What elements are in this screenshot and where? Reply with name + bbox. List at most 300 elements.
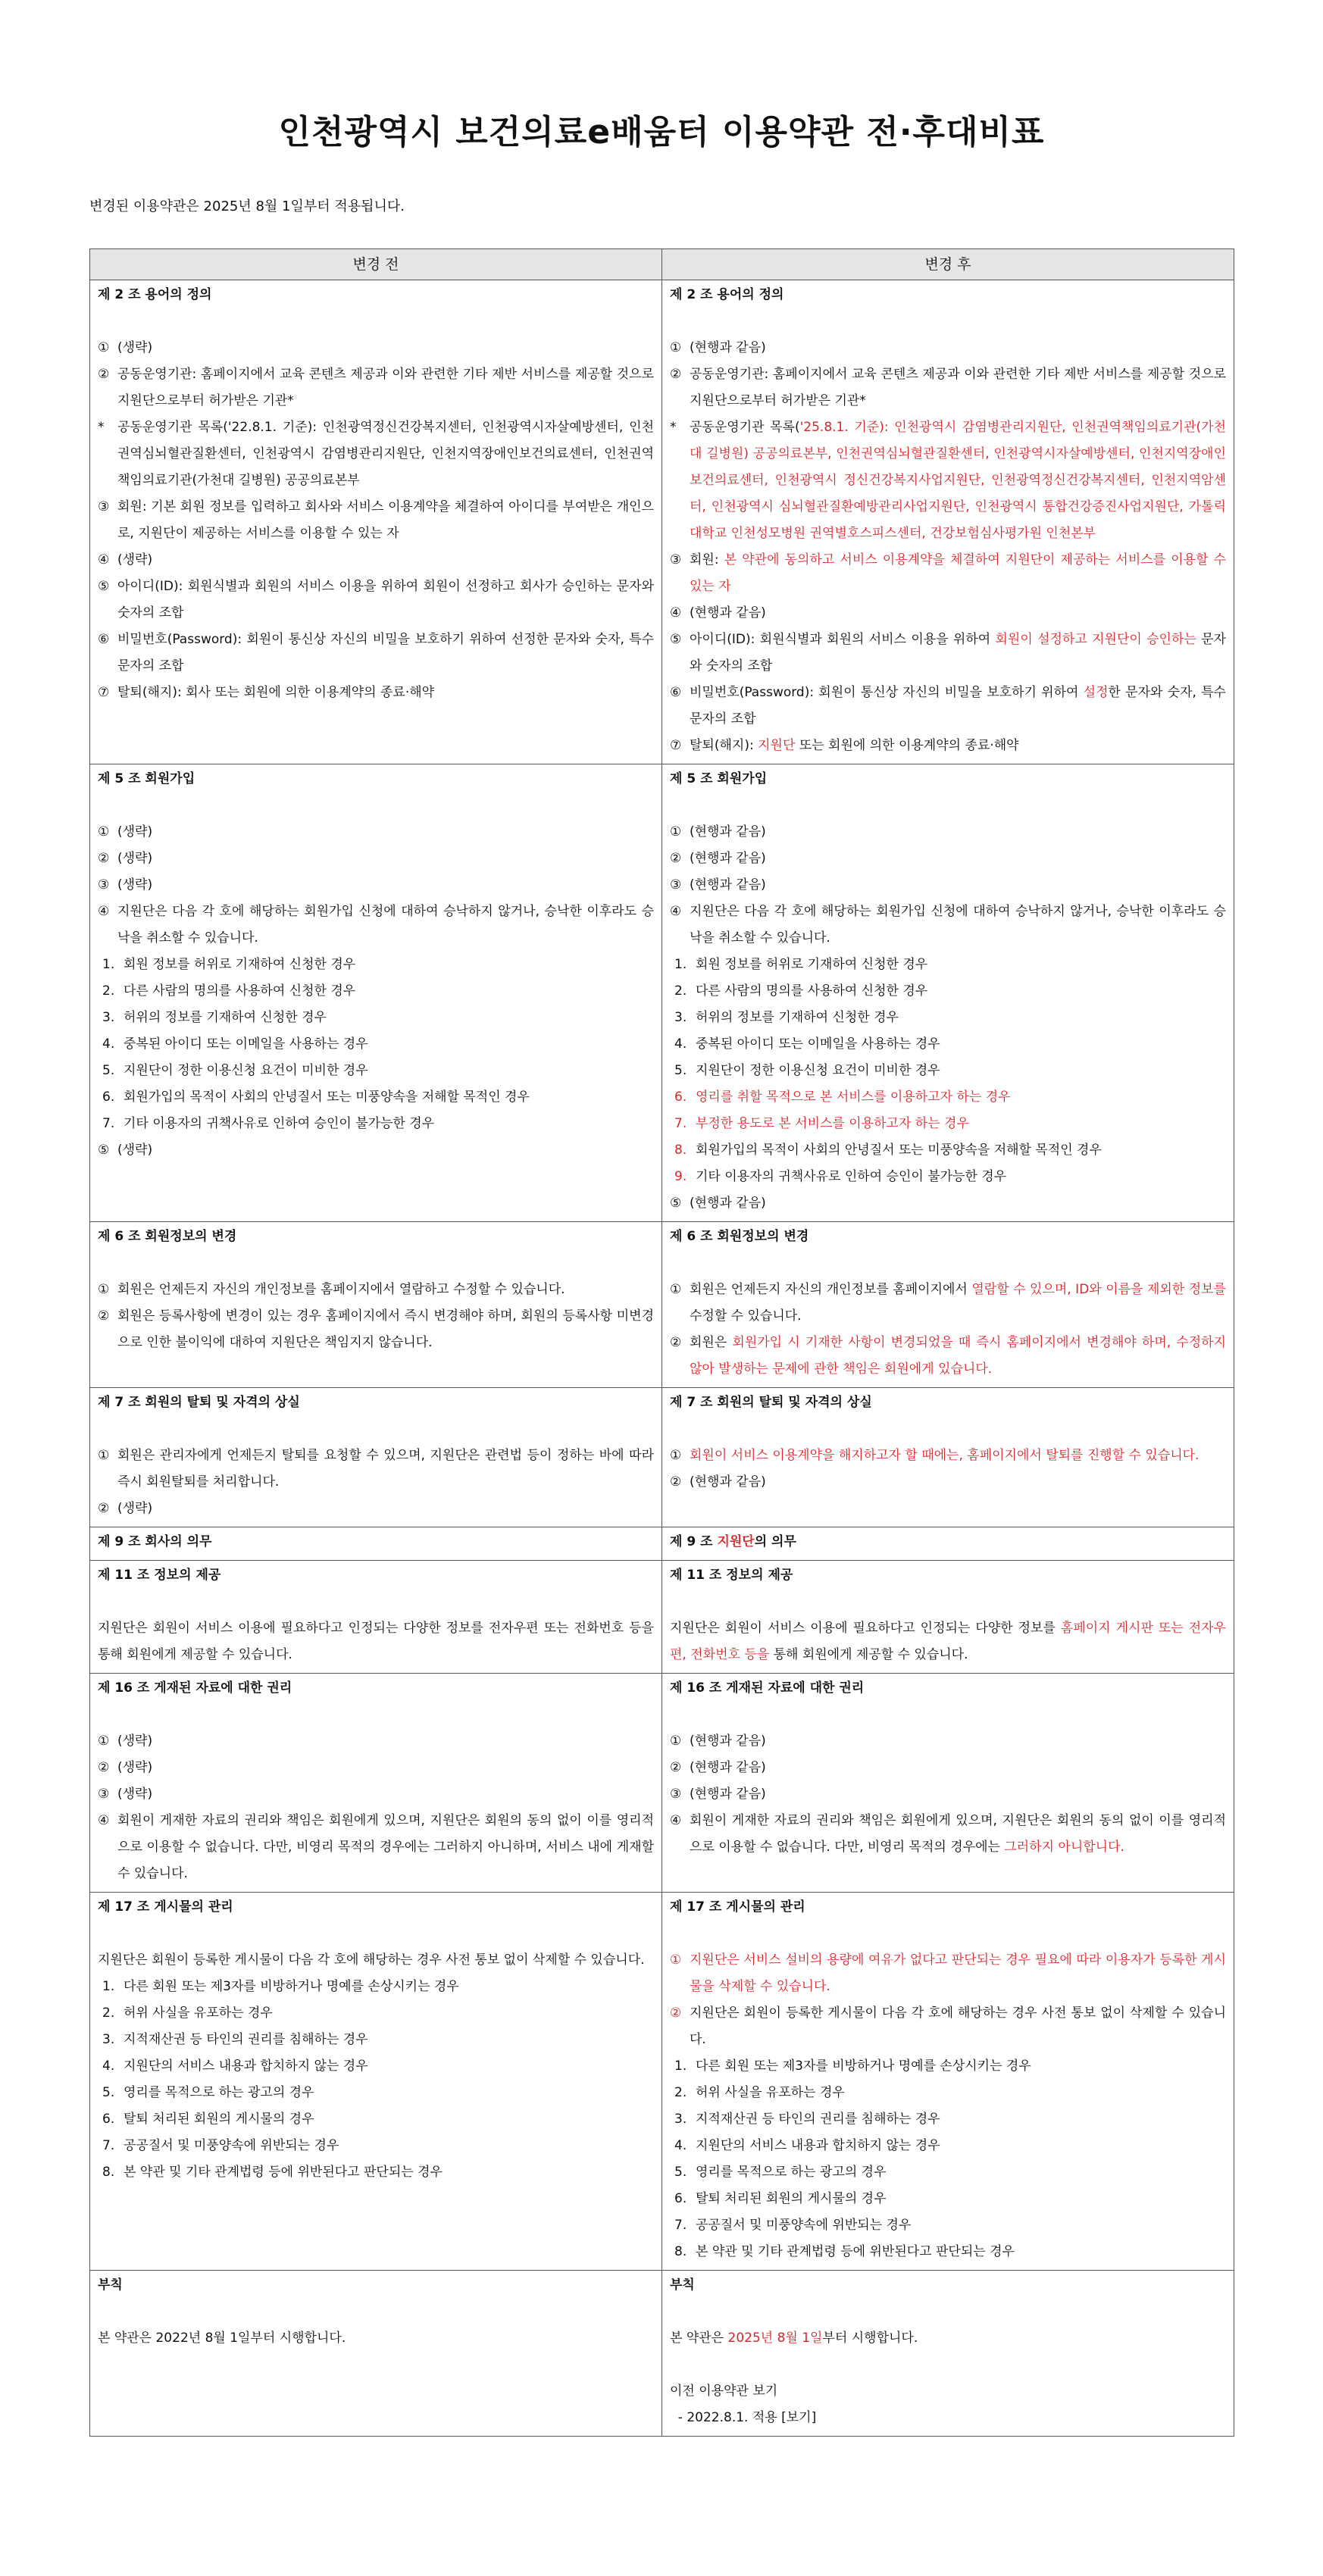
item-text: (생략) — [117, 877, 153, 893]
clause-item — [98, 627, 654, 680]
cell-after — [662, 1561, 1234, 1674]
item-text: 영리를 목적으로 하는 광고의 경우 — [696, 2165, 887, 2180]
item-text: 지원단은 회원이 등록한 게시물이 다음 각 호에 해당하는 경우 사전 통보 없이 삭제할 수 있습니다. — [690, 2005, 1226, 2047]
item-marker: ④ — [670, 904, 682, 919]
cell-before — [90, 764, 662, 1222]
article-title: 제 9 조 회사의 의무 — [98, 1534, 212, 1549]
clause-item — [98, 1303, 654, 1356]
item-marker: ⑤ — [670, 1196, 682, 1211]
item-text-part-changed: 영리를 취할 목적으로 본 서비스를 이용하고자 하는 경우 — [696, 1089, 1011, 1105]
item-text-part: 탈퇴(해지): — [690, 738, 758, 753]
item-marker: ⑤ — [98, 1143, 110, 1158]
item-marker: 6. — [674, 1089, 687, 1105]
item-marker: ① — [670, 1733, 682, 1749]
comparison-table — [89, 249, 1234, 2437]
clause-item — [98, 1496, 654, 1522]
numbered-item — [670, 2159, 1226, 2186]
article-row — [90, 1222, 1234, 1388]
item-marker: ① — [670, 824, 682, 839]
numbered-item — [98, 1058, 654, 1084]
clause-item — [98, 1781, 654, 1808]
item-marker: ② — [98, 851, 110, 866]
article-title: 제 16 조 게재된 자료에 대한 권리 — [670, 1680, 865, 1696]
paragraph — [670, 2325, 1226, 2352]
clause-item — [670, 414, 1226, 547]
item-marker: 4. — [674, 1036, 687, 1052]
clause-item — [670, 899, 1226, 952]
numbered-item — [670, 978, 1226, 1005]
item-marker: * — [670, 420, 677, 435]
item-text: 허위의 정보를 기재하여 신청한 경우 — [696, 1010, 899, 1025]
item-marker: ② — [98, 1760, 110, 1775]
paragraph-text: 통해 회원에게 제공할 수 있습니다. — [769, 1647, 968, 1662]
numbered-item — [98, 2000, 654, 2027]
clause-item — [670, 1277, 1226, 1330]
item-text: (생략) — [117, 552, 153, 567]
numbered-item — [670, 2133, 1226, 2159]
item-text: (현행과 같음) — [690, 1196, 766, 1211]
item-text-part: 회원은 언제든지 자신의 개인정보를 홈페이지에서 — [690, 1282, 972, 1297]
cell-before — [90, 280, 662, 764]
clause-item — [98, 1137, 654, 1164]
item-text-part-changed: 부정한 용도로 본 서비스를 이용하고자 하는 경우 — [696, 1116, 969, 1131]
paragraph — [670, 1615, 1226, 1668]
item-text: 지적재산권 등 타인의 권리를 침해하는 경우 — [124, 2032, 368, 2047]
item-marker: ⑦ — [670, 738, 682, 753]
item-text: 다른 사람의 명의를 사용하여 신청한 경우 — [696, 983, 928, 999]
item-marker: 5. — [102, 1063, 115, 1078]
item-marker: 8. — [674, 2244, 687, 2259]
item-text-part-changed: 지원단은 서비스 설비의 용량에 여유가 없다고 판단되는 경우 필요에 따라 이용자가 등록한 게시물을 삭제할 수 있습니다. — [690, 1952, 1226, 1994]
item-text: 탈퇴 처리된 회원의 게시물의 경우 — [124, 2112, 314, 2127]
article-title: 제 17 조 게시물의 관리 — [98, 1899, 233, 1915]
item-marker: ② — [98, 367, 110, 382]
item-text: (현행과 같음) — [690, 605, 766, 621]
item-text — [690, 414, 1226, 547]
item-marker: ① — [98, 1448, 110, 1463]
item-marker: 7. — [674, 1116, 687, 1131]
item-text: 회원가입의 목적이 사회의 안녕질서 또는 미풍양속을 저해할 목적인 경우 — [696, 1143, 1102, 1158]
item-text: 공동운영기관: 홈페이지에서 교육 콘텐츠 제공과 이와 관련한 기타 제반 서비스를 제공할 것으로 지원단으로부터 허가받은 기관* — [117, 367, 654, 408]
item-text — [690, 1947, 1226, 2000]
clause-item — [98, 361, 654, 414]
item-text — [690, 1330, 1226, 1383]
item-text: 허위 사실을 유포하는 경우 — [696, 2085, 845, 2100]
article-row — [90, 764, 1234, 1222]
clause-item — [670, 846, 1226, 872]
clause-item — [670, 547, 1226, 600]
item-text: 회원: 기본 회원 정보를 입력하고 회사와 서비스 이용계약을 체결하여 아이디를 부여받은 개인으로, 지원단이 제공하는 서비스를 이용할 수 있는 자 — [117, 499, 654, 541]
item-text: 영리를 목적으로 하는 광고의 경우 — [124, 2085, 314, 2100]
cell-before — [90, 2271, 662, 2437]
item-marker: 3. — [102, 1010, 115, 1025]
effective-date-notice: 변경된 이용약관은 2025년 8월 1일부터 적용됩니다. — [89, 199, 405, 214]
clause-item — [670, 819, 1226, 846]
item-text: 허위 사실을 유포하는 경우 — [124, 2005, 273, 2021]
numbered-item — [98, 2106, 654, 2133]
item-marker: ① — [98, 824, 110, 839]
item-text: (생략) — [117, 1787, 153, 1802]
numbered-item — [98, 2027, 654, 2053]
article-title: 제 6 조 회원정보의 변경 — [670, 1229, 809, 1244]
item-marker: ② — [670, 1335, 682, 1350]
item-marker: 5. — [674, 1063, 687, 1078]
item-marker: ② — [670, 367, 682, 382]
item-text: 다른 회원 또는 제3자를 비방하거나 명예를 손상시키는 경우 — [696, 2059, 1031, 2074]
item-text: 공공질서 및 미풍양속에 위반되는 경우 — [696, 2218, 912, 2233]
item-text — [690, 627, 1226, 680]
paragraph: 이전 이용약관 보기 — [670, 2384, 778, 2399]
cell-before — [90, 1893, 662, 2271]
item-marker: 2. — [674, 2085, 687, 2100]
article-row — [90, 1674, 1234, 1893]
article-row — [90, 1527, 1234, 1561]
clause-item — [670, 2000, 1226, 2053]
item-text-part: 회원: — [690, 552, 724, 567]
article-row — [90, 2271, 1234, 2437]
item-marker: ① — [98, 1733, 110, 1749]
clause-item — [98, 335, 654, 361]
item-marker: ③ — [670, 552, 682, 567]
item-marker: 6. — [102, 1089, 115, 1105]
item-marker: ⑤ — [98, 579, 110, 594]
item-text — [696, 1111, 1226, 1137]
item-marker: ② — [670, 1760, 682, 1775]
article-title: 제 7 조 회원의 탈퇴 및 자격의 상실 — [98, 1395, 300, 1410]
item-marker: 2. — [102, 983, 115, 999]
item-text: 본 약관 및 기타 관계법령 등에 위반된다고 판단되는 경우 — [124, 2165, 443, 2180]
item-text: (현행과 같음) — [690, 1787, 766, 1802]
page-title: 인천광역시 보건의료e배움터 이용약관 전·후대비표 — [278, 113, 1045, 152]
item-text-part: 공동운영기관 목록( — [690, 420, 800, 435]
numbered-item — [98, 1005, 654, 1031]
clause-item — [670, 361, 1226, 414]
item-marker: ④ — [98, 904, 110, 919]
item-marker: ③ — [98, 877, 110, 893]
item-text: 중복된 아이디 또는 이메일을 사용하는 경우 — [696, 1036, 940, 1052]
clause-item — [670, 1330, 1226, 1383]
clause-item — [670, 1755, 1226, 1781]
article-title: 부칙 — [670, 2277, 695, 2293]
item-text: 회원은 등록사항에 변경이 있는 경우 홈페이지에서 즉시 변경해야 하며, 회원의 등록사항 미변경으로 인한 불이익에 대하여 지원단은 책임지지 않습니다. — [117, 1308, 654, 1350]
cell-after — [662, 1222, 1234, 1388]
item-marker: ⑦ — [98, 685, 110, 700]
item-text: (생략) — [117, 1143, 153, 1158]
item-marker: ① — [98, 340, 110, 355]
article-row — [90, 1388, 1234, 1527]
spacer — [670, 2352, 1226, 2378]
item-text: 회원가입의 목적이 사회의 안녕질서 또는 미풍양속을 저해할 목적인 경우 — [124, 1089, 530, 1105]
item-text: (생략) — [117, 1733, 153, 1749]
numbered-item — [98, 1084, 654, 1111]
clause-item — [98, 1755, 654, 1781]
item-text: 회원은 관리자에게 언제든지 탈퇴를 요청할 수 있으며, 지원단은 관련법 등이 정하는 바에 따라 즉시 회원탈퇴를 처리합니다. — [117, 1448, 654, 1490]
item-marker: ② — [670, 851, 682, 866]
item-text: 회원 정보를 허위로 기재하여 신청한 경우 — [696, 957, 928, 972]
numbered-item — [670, 1084, 1226, 1111]
clause-item — [98, 846, 654, 872]
item-text: 중복된 아이디 또는 이메일을 사용하는 경우 — [124, 1036, 368, 1052]
item-marker: 3. — [674, 1010, 687, 1025]
item-marker: 7. — [102, 1116, 115, 1131]
clause-item — [98, 574, 654, 627]
cell-after — [662, 1388, 1234, 1527]
item-text — [690, 1277, 1226, 1330]
cell-before — [90, 1388, 662, 1527]
paragraph-text: 지원단은 회원이 서비스 이용에 필요하다고 인정되는 다양한 정보를 — [670, 1621, 1061, 1636]
item-text-part-changed: 회원이 서비스 이용계약을 해지하고자 할 때에는, 홈페이지에서 탈퇴를 진행할 수 있습니다. — [690, 1448, 1199, 1463]
item-text — [690, 547, 1226, 600]
item-text-part-changed: 본 약관에 동의하고 서비스 이용계약을 체결하여 지원단이 제공하는 서비스를 이용할 수 있는 자 — [690, 552, 1226, 594]
item-marker: 4. — [674, 2138, 687, 2153]
numbered-item — [670, 1164, 1226, 1190]
item-marker: 1. — [674, 2059, 687, 2074]
item-text: (현행과 같음) — [690, 1733, 766, 1749]
article-title: 제 11 조 정보의 제공 — [98, 1568, 221, 1583]
item-marker: 5. — [674, 2165, 687, 2180]
item-marker: 2. — [102, 2005, 115, 2021]
item-text: (생략) — [117, 340, 153, 355]
item-marker: ④ — [670, 1813, 682, 1828]
item-text-part-changed: 회원이 설정하고 지원단이 승인하는 — [995, 632, 1196, 647]
item-text: 회원은 언제든지 자신의 개인정보를 홈페이지에서 열람하고 수정할 수 있습니다. — [117, 1282, 565, 1297]
clause-item — [98, 680, 654, 706]
item-text: 지원단은 다음 각 호에 해당하는 회원가입 신청에 대하여 승낙하지 않거나, 승낙한 이후라도 승낙을 취소할 수 있습니다. — [117, 904, 654, 946]
item-text: (생략) — [117, 824, 153, 839]
item-marker: ① — [98, 1282, 110, 1297]
cell-after — [662, 2271, 1234, 2437]
item-text: (현행과 같음) — [690, 340, 766, 355]
item-text: 지원단이 정한 이용신청 요건이 미비한 경우 — [124, 1063, 368, 1078]
item-marker: 2. — [674, 983, 687, 999]
item-text: (현행과 같음) — [690, 824, 766, 839]
article-title: 제 11 조 정보의 제공 — [670, 1568, 793, 1583]
item-text: 탈퇴 처리된 회원의 게시물의 경우 — [696, 2191, 887, 2206]
numbered-item — [670, 952, 1226, 978]
paragraph-text-changed: 홈페이지 게시판 또는 전자우편, 전화번호 등을 — [670, 1621, 1227, 1662]
cell-after — [662, 1674, 1234, 1893]
numbered-item — [670, 2106, 1226, 2133]
clause-item — [98, 1728, 654, 1755]
article-row — [90, 1561, 1234, 1674]
numbered-item — [98, 2053, 654, 2080]
paragraph: 지원단은 회원이 서비스 이용에 필요하다고 인정되는 다양한 정보를 전자우편 또는 전화번호 등을 통해 회원에게 제공할 수 있습니다. — [98, 1621, 654, 1662]
item-marker: ① — [670, 340, 682, 355]
clause-item — [98, 819, 654, 846]
clause-item — [98, 547, 654, 574]
paragraph: 본 약관은 2022년 8월 1일부터 시행합니다. — [98, 2331, 346, 2346]
article-title: 제 2 조 용어의 정의 — [670, 287, 784, 302]
cell-before — [90, 1561, 662, 1674]
item-text-part: 비밀번호(Password): 회원이 통신상 자신의 비밀을 보호하기 위하여 — [690, 685, 1084, 700]
cell-after — [662, 764, 1234, 1222]
paragraph-text-changed: 2025년 8월 1일 — [727, 2331, 823, 2346]
clause-item — [670, 733, 1226, 759]
item-marker: ① — [670, 1448, 682, 1463]
item-text: 회원 정보를 허위로 기재하여 신청한 경우 — [124, 957, 356, 972]
clause-item — [98, 414, 654, 494]
item-text-part-changed: 그러하지 아니합니다. — [1004, 1840, 1124, 1855]
clause-item — [670, 680, 1226, 733]
item-marker: 1. — [674, 957, 687, 972]
clause-item — [98, 1808, 654, 1887]
numbered-item — [670, 1137, 1226, 1164]
article-title-part: 의 의무 — [754, 1534, 796, 1549]
article-title: 제 17 조 게시물의 관리 — [670, 1899, 805, 1915]
item-text: 허위의 정보를 기재하여 신청한 경우 — [124, 1010, 327, 1025]
item-text: (생략) — [117, 1501, 153, 1516]
item-text: 다른 사람의 명의를 사용하여 신청한 경우 — [124, 983, 356, 999]
clause-item — [670, 1781, 1226, 1808]
item-text: 공공질서 및 미풍양속에 위반되는 경우 — [124, 2138, 339, 2153]
article-title-part: 제 9 조 — [670, 1534, 718, 1549]
numbered-item — [670, 1031, 1226, 1058]
item-text-part: 회원이 게재한 자료의 권리와 책임은 회원에게 있으며, 지원단은 회원의 동의 없이 이를 영리적으로 이용할 수 없습니다. 다만, 비영리 목적의 경우에는 — [690, 1813, 1226, 1855]
item-marker: 7. — [674, 2218, 687, 2233]
item-text — [696, 1084, 1226, 1111]
clause-item — [98, 1277, 654, 1303]
item-marker: ⑥ — [670, 685, 682, 700]
item-text-part-changed: 열람할 수 있으며, ID와 이름을 제외한 정보를 — [971, 1282, 1226, 1297]
paragraph-text: 본 약관은 — [670, 2331, 728, 2346]
clause-item — [98, 1443, 654, 1496]
item-text: 지적재산권 등 타인의 권리를 침해하는 경우 — [696, 2112, 940, 2127]
item-text — [690, 1443, 1226, 1469]
numbered-item — [670, 2080, 1226, 2106]
numbered-item — [98, 1974, 654, 2000]
item-marker: * — [98, 420, 105, 435]
numbered-item — [98, 2080, 654, 2106]
clause-item — [98, 899, 654, 952]
clause-item — [670, 1947, 1226, 2000]
numbered-item — [98, 978, 654, 1005]
item-text: 비밀번호(Password): 회원이 통신상 자신의 비밀을 보호하기 위하여 선정한 문자와 숫자, 특수문자의 조합 — [117, 632, 654, 674]
item-text: 지원단의 서비스 내용과 합치하지 않는 경우 — [124, 2059, 368, 2074]
item-text — [690, 1808, 1226, 1861]
item-marker: ③ — [98, 499, 110, 514]
numbered-item — [98, 952, 654, 978]
comparison-body — [90, 280, 1234, 2437]
item-text-part: 회원은 — [690, 1335, 733, 1350]
item-marker: ③ — [670, 877, 682, 893]
item-text: 기타 이용자의 귀책사유로 인하여 승인이 불가능한 경우 — [124, 1116, 435, 1131]
item-text: (생략) — [117, 851, 153, 866]
item-text-part-changed: 설정 — [1083, 685, 1109, 700]
clause-item — [670, 1728, 1226, 1755]
article-title: 제 5 조 회원가입 — [98, 771, 195, 786]
item-marker: ③ — [98, 1787, 110, 1802]
item-marker: 6. — [674, 2191, 687, 2206]
cell-before — [90, 1527, 662, 1561]
item-text: 본 약관 및 기타 관계법령 등에 위반된다고 판단되는 경우 — [696, 2244, 1015, 2259]
item-marker: 8. — [674, 1143, 687, 1158]
item-marker: 9. — [674, 1169, 687, 1184]
item-marker: 3. — [102, 2032, 115, 2047]
item-marker: ② — [98, 1501, 110, 1516]
item-text: 공동운영기관: 홈페이지에서 교육 콘텐츠 제공과 이와 관련한 기타 제반 서비스를 제공할 것으로 지원단으로부터 허가받은 기관* — [690, 367, 1226, 408]
item-marker: ② — [670, 2005, 682, 2021]
cell-after — [662, 280, 1234, 764]
cell-after — [662, 1527, 1234, 1561]
clause-item — [670, 1469, 1226, 1496]
article-row — [90, 280, 1234, 764]
item-text: (현행과 같음) — [690, 1474, 766, 1490]
article-title — [670, 1529, 1226, 1555]
item-marker: ④ — [670, 605, 682, 621]
item-text-part: 또는 회원에 의한 이용계약의 종료·해약 — [795, 738, 1019, 753]
item-text: 탈퇴(해지): 회사 또는 회원에 의한 이용계약의 종료·해약 — [117, 685, 435, 700]
item-text-part: 문자와 숫자의 조합 — [690, 632, 1226, 674]
numbered-item — [98, 2133, 654, 2159]
clause-item — [98, 872, 654, 899]
item-marker: 7. — [102, 2138, 115, 2153]
item-text-part-changed: 지원단 — [758, 738, 796, 753]
item-marker: ⑤ — [670, 632, 682, 647]
item-marker: 4. — [102, 1036, 115, 1052]
item-marker: 5. — [102, 2085, 115, 2100]
item-text: 다른 회원 또는 제3자를 비방하거나 명예를 손상시키는 경우 — [124, 1979, 459, 1994]
item-text-part: 한 문자와 숫자, 특수문자의 조합 — [690, 685, 1226, 727]
article-title: 제 2 조 용어의 정의 — [98, 287, 212, 302]
clause-item — [670, 1808, 1226, 1861]
item-text: 공동운영기관 목록('22.8.1. 기준): 인천광역정신건강복지센터, 인천광역시자살예방센터, 인천권역심뇌혈관질환센터, 인천광역시 감염병관리지원단, 인천지역장애인보건의료센터, 인천권역책임의료기관(가천대 길병원) 공공의료본부 — [117, 420, 654, 488]
article-title: 제 5 조 회원가입 — [670, 771, 768, 786]
article-title: 제 7 조 회원의 탈퇴 및 자격의 상실 — [670, 1395, 872, 1410]
numbered-item — [670, 2239, 1226, 2265]
item-text-part-changed: 회원가입 시 기재한 사항이 변경되었을 때 즉시 홈페이지에서 변경해야 하며, 수정하지 않아 발생하는 문제에 관한 책임은 회원에게 있습니다. — [690, 1335, 1227, 1377]
clause-item — [670, 1443, 1226, 1469]
article-title: 제 6 조 회원정보의 변경 — [98, 1229, 237, 1244]
paragraph-text: 부터 시행합니다. — [822, 2331, 918, 2346]
item-text: 회원이 게재한 자료의 권리와 책임은 회원에게 있으며, 지원단은 회원의 동의 없이 이를 영리적으로 이용할 수 없습니다. 다만, 비영리 목적의 경우에는 그러하지 아니하며, 서비스 내에 게재할 수 있습니다. — [117, 1813, 654, 1881]
numbered-item — [98, 2159, 654, 2186]
clause-item — [98, 494, 654, 547]
table-header-row — [90, 249, 1234, 280]
item-marker: 8. — [102, 2165, 115, 2180]
article-title: 제 16 조 게재된 자료에 대한 권리 — [98, 1680, 292, 1696]
numbered-item — [670, 1111, 1226, 1137]
item-text: 지원단이 정한 이용신청 요건이 미비한 경우 — [696, 1063, 940, 1078]
item-text: 아이디(ID): 회원식별과 회원의 서비스 이용을 위하여 회원이 선정하고 회사가 승인하는 문자와 숫자의 조합 — [117, 579, 654, 621]
column-header-before: 변경 전 — [90, 249, 662, 280]
item-marker: ② — [670, 1474, 682, 1490]
item-text: (현행과 같음) — [690, 1760, 766, 1775]
item-marker: 1. — [102, 957, 115, 972]
item-marker: ④ — [98, 1813, 110, 1828]
cell-after — [662, 1893, 1234, 2271]
clause-item — [670, 335, 1226, 361]
numbered-item — [98, 1031, 654, 1058]
clause-item — [670, 872, 1226, 899]
paragraph: 지원단은 회원이 등록한 게시물이 다음 각 호에 해당하는 경우 사전 통보 없이 삭제할 수 있습니다. — [98, 1952, 645, 1968]
numbered-item — [98, 1111, 654, 1137]
clause-item — [670, 1190, 1226, 1217]
item-text: (현행과 같음) — [690, 851, 766, 866]
item-text-part: 수정할 수 있습니다. — [690, 1308, 802, 1324]
item-text-part: 아이디(ID): 회원식별과 회원의 서비스 이용을 위하여 — [690, 632, 996, 647]
item-text-part-changed: '25.8.1. 기준): 인천광역시 감염병관리지원단, 인천권역책임의료기관(가천대 길병원) 공공의료본부, 인천권역심뇌혈관질환센터, 인천광역시자살예방센터, 인천지역장애인보건의료센터, 인천광역시 정신건강복지사업지원단, 인천광역정신건강복지센터, 인천지역암센터, 인천광역시 심뇌혈관질환예방관리사업지원단, 인천광역시 통합건강증진사업지원단, 가톨릭대학교 인천성모병원 권역별호스피스센터, 건강보험심사평가원 인천본부 — [690, 420, 1226, 541]
numbered-item — [670, 1058, 1226, 1084]
cell-before — [90, 1222, 662, 1388]
item-marker: ⑥ — [98, 632, 110, 647]
numbered-item — [670, 2186, 1226, 2212]
article-title: 부칙 — [98, 2277, 123, 2293]
item-marker: ① — [670, 1952, 682, 1968]
clause-item — [670, 627, 1226, 680]
item-marker: 1. — [102, 1979, 115, 1994]
cell-before — [90, 1674, 662, 1893]
previous-terms-link[interactable]: - 2022.8.1. 적용 [보기] — [670, 2410, 817, 2425]
